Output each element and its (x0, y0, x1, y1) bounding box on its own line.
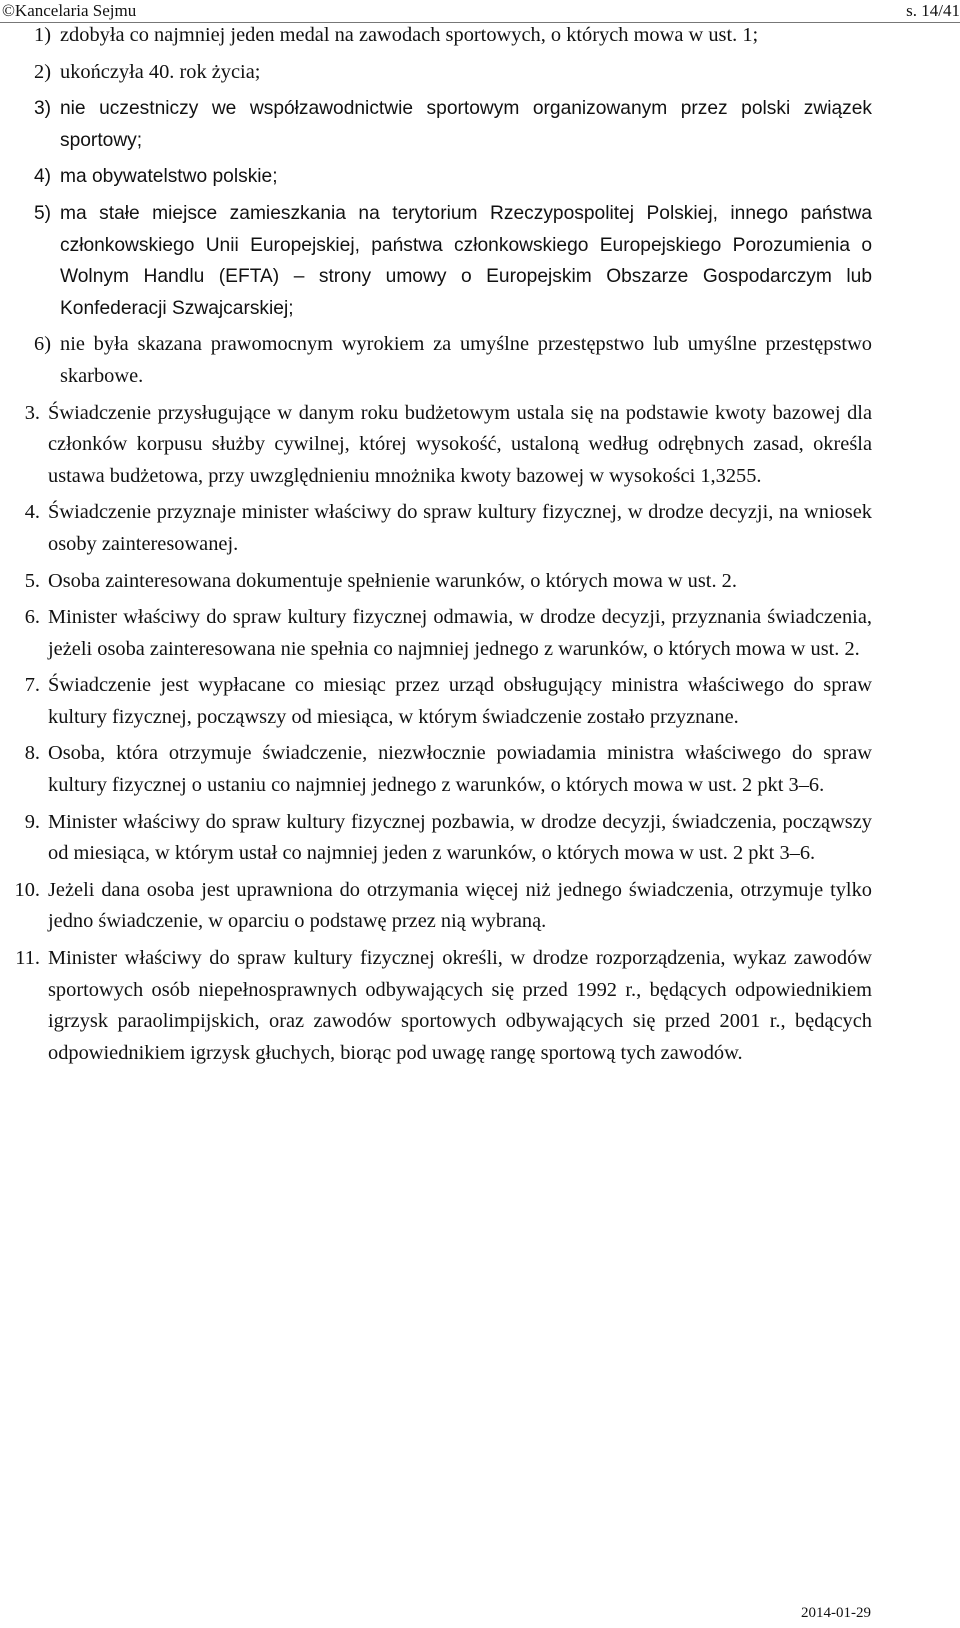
paragraph (0, 807, 960, 870)
item-number: 2) (34, 60, 51, 83)
item-text: ma obywatelstwo polskie; (60, 166, 278, 188)
item-text: nie była skazana prawomocnym wyrokiem za umyślne przestępstwo lub umyślne przestępstwo skarbowe. (60, 333, 872, 387)
paragraph-number: 7. (24, 674, 40, 697)
paragraph-number: 3. (24, 401, 40, 424)
paragraph-number: 6. (24, 606, 40, 629)
paragraph (0, 943, 960, 1069)
paragraph-text: Świadczenie przyznaje minister właściwy do spraw kultury fizycznej, w drodze decyzji, na wniosek osoby zainteresowanej. (48, 501, 872, 555)
item-number: 6) (34, 333, 51, 356)
list-item (0, 20, 960, 52)
page-number: s. 14/41 (906, 1, 960, 20)
item-number: 1) (34, 24, 51, 46)
paragraph-number: 8. (24, 742, 40, 765)
copyright-label: ©Kancelaria Sejmu (2, 1, 137, 20)
paragraph (0, 497, 960, 560)
item-number: 3) (34, 98, 52, 120)
paragraph (0, 398, 960, 493)
item-number: 4) (34, 166, 52, 188)
paragraph-number: 9. (24, 810, 40, 833)
paragraph-text: Jeżeli dana osoba jest uprawniona do otrzymania więcej niż jednego świadczenia, otrzymuje tylko jedno świadczenie, w oparciu o podstawę przez nią wybraną. (48, 878, 872, 933)
paragraph-text: Minister właściwy do spraw kultury fizycznej pozbawia, w drodze decyzji, świadczenia, począwszy od miesiąca, w którym ustał co najmniej jeden z warunków, o których mowa w ust. 2 pkt 3–6. (48, 810, 872, 865)
document-body (0, 20, 960, 1074)
paragraph (0, 875, 960, 938)
list-item (0, 57, 960, 89)
item-text: zdobyła co najmniej jeden medal na zawodach sportowych, o których mowa w ust. 1; (60, 24, 759, 46)
paragraph-text: Minister właściwy do spraw kultury fizycznej określi, w drodze rozporządzenia, wykaz zawodów sportowych osób niepełnosprawnych odbywających się przed 1992 r., będących odpowiednikiem igrzysk paraolimpijskich, oraz zawodów sportowych odbywających się przed 2001 r., będących odpowiednikiem igrzysk głuchych, biorąc pod uwagę rangę sportową tych zawodów. (48, 947, 872, 1064)
list-item (0, 198, 960, 324)
paragraph (0, 738, 960, 801)
paragraph-number: 10. (14, 878, 40, 901)
paragraph-number: 5. (24, 569, 40, 592)
list-item (0, 329, 960, 392)
paragraph-text: Minister właściwy do spraw kultury fizycznej odmawia, w drodze decyzji, przyznania świadczenia, jeżeli osoba zainteresowana nie spełnia co najmniej jednego z warunków, o których mowa w ust. 2. (48, 606, 872, 660)
list-item (0, 93, 960, 156)
item-text: ma stałe miejsce zamieszkania na terytorium Rzeczypospolitej Polskiej, innego państwa członkowskiego Unii Europejskiej, państwa członkowskiego Europejskiego Porozumienia o Wolnym Handlu (EFTA) – strony umowy o Europejskim Obszarze Gospodarczym lub Konfederacji Szwajcarskiej; (60, 202, 872, 319)
paragraph (0, 602, 960, 665)
document-date: 2014-01-29 (801, 1605, 871, 1621)
paragraph (0, 566, 960, 598)
list-item (0, 161, 960, 193)
paragraph (0, 670, 960, 733)
item-number: 5) (34, 202, 52, 224)
item-text: ukończyła 40. rok życia; (60, 60, 261, 83)
paragraph-number: 4. (24, 501, 40, 524)
paragraph-text: Świadczenie przysługujące w danym roku budżetowym ustala się na podstawie kwoty bazowej dla członków korpusu służby cywilnej, której wysokość, ustaloną według odrębnych zasad, określa ustawa budżetowa, przy uwzględnieniu mnożnika kwoty bazowej w wysokości 1,3255. (48, 401, 872, 487)
paragraph-text: Świadczenie jest wypłacane co miesiąc przez urząd obsługujący ministra właściwego do spraw kultury fizycznej, począwszy od miesiąca, w którym świadczenie zostało przyznane. (48, 674, 872, 728)
item-text: nie uczestniczy we współzawodnictwie sportowym organizowanym przez polski związek sportowy; (60, 98, 872, 151)
paragraph-number: 11. (15, 947, 40, 970)
paragraph-text: Osoba zainteresowana dokumentuje spełnienie warunków, o których mowa w ust. 2. (48, 569, 737, 592)
paragraph-text: Osoba, która otrzymuje świadczenie, niezwłocznie powiadamia ministra właściwego do spraw kultury fizycznej o ustaniu co najmniej jednego z warunków, o których mowa w ust. 2 pkt 3–6. (48, 742, 872, 797)
